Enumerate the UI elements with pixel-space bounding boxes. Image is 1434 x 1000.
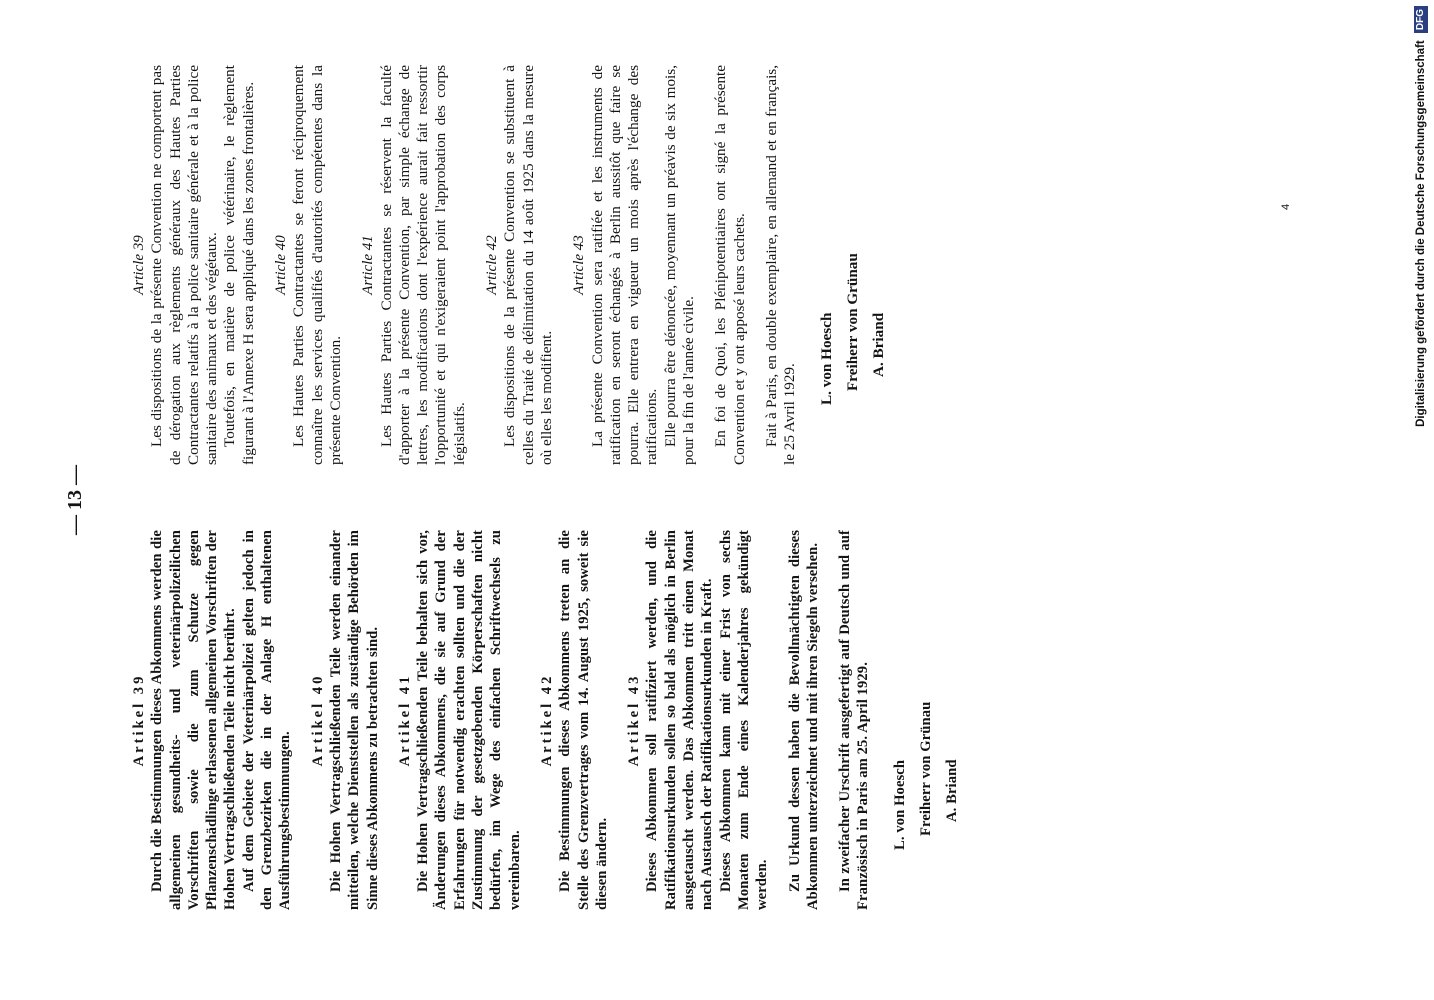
article-heading: Artikel 41 bbox=[396, 673, 413, 767]
paragraph: Les Hautes Parties Contractantes se feront réciproquement connaître les services qualifiés d'autorités compétentes dans la présente Convention. bbox=[290, 65, 344, 465]
german-article-41 bbox=[396, 530, 524, 910]
french-article-40 bbox=[272, 65, 345, 465]
signature-name: L. von Hoesch bbox=[817, 312, 835, 405]
german-article-39 bbox=[130, 530, 295, 910]
signature-name: Freiherr von Grünau bbox=[843, 253, 861, 391]
article-heading: Artikel 42 bbox=[538, 673, 555, 767]
signature-name: Freiherr von Grünau bbox=[917, 701, 934, 836]
article-heading: Article 39 bbox=[131, 235, 147, 295]
paragraph: Dieses Abkommen soll ratifiziert werden, und die Ratifikationsurkunden sollen so bald als möglich in Berlin ausgetauscht werden. Das Abkommen tritt einen Monat nach Austausch der Ratifikationsurkunden in Kraft. bbox=[644, 530, 716, 910]
german-article-40 bbox=[309, 530, 382, 910]
german-signatures bbox=[887, 530, 965, 850]
article-heading: Artikel 39 bbox=[131, 673, 147, 767]
digitization-note bbox=[1410, 6, 1432, 996]
german-article-42 bbox=[538, 530, 611, 910]
dfg-logo: DFG bbox=[1414, 6, 1428, 33]
paragraph: Auf dem Gebiete der Veterinärpolizei gelten jedoch in den Grenzbezirken die in der Anlage H enthaltenen Ausführungsbestimmungen. bbox=[240, 530, 294, 910]
article-heading: Article 43 bbox=[571, 235, 588, 295]
signature-name: A. Briand bbox=[943, 759, 960, 822]
paragraph: Zu Urkund dessen haben die Bevollmächtigten dieses Abkommen unterzeichnet und mit ihren Siegeln versehen. bbox=[786, 530, 821, 910]
paragraph: Les Hautes Parties Contractantes se réservent la faculté d'apporter à la présente Convention, par simple échange de lettres, les modifications dont l'expérience aurait fait ressortir l'opportunité et qui n'exigeraient point l'approbation des corps législatifs. bbox=[377, 65, 468, 465]
french-article-42 bbox=[483, 65, 556, 465]
french-column bbox=[130, 65, 892, 465]
paragraph: Les dispositions de la présente Convention se substituent à celles du Traité de délimitation du 14 août 1925 dans la mesure où elles les modifient. bbox=[501, 65, 555, 465]
french-article-41 bbox=[359, 65, 469, 465]
signature-name: L. von Hoesch bbox=[891, 759, 908, 850]
paragraph: Toutefois, en matière de police vétérinaire, le règlement figurant à l'Annexe H sera appliqué dans les zones frontalières. bbox=[221, 65, 257, 465]
french-article-39 bbox=[130, 65, 258, 465]
digitization-text: Digitalisierung gefördert durch die Deutsche Forschungsgemeinschaft bbox=[1415, 40, 1427, 427]
paragraph: In zweifacher Urschrift ausgefertigt auf Deutsch und auf Französisch in Paris am 25. April 1929. bbox=[837, 530, 872, 910]
article-heading: Article 42 bbox=[484, 235, 501, 295]
paragraph: Die Hohen Vertragschließenden Teile werden einander mitteilen, welche Dienststellen als zuständige Behörden im Sinne dieses Abkommens zu betrachten sind. bbox=[327, 530, 381, 910]
paragraph: Die Hohen Vertragschließenden Teile behalten sich vor, Änderungen dieses Abkommens, die sie auf Grund der Erfahrungen für notwendig erachten sollten und die der Zustimmung der gesetzgebenden Körperschaften nicht bedürfen, im Wege des einfachen Schriftwechsels zu vereinbaren. bbox=[415, 530, 523, 910]
paragraph: En foi de Quoi, les Plénipotentiaires ont signé la présente Convention et y ont apposé leurs cachets. bbox=[712, 65, 748, 465]
paragraph: La présente Convention sera ratifiée et les instruments de ratification en seront échangés à Berlin aussitôt que faire se pourra. Elle entrera en vigueur un mois après l'échange des ratifications. bbox=[588, 65, 661, 465]
paragraph: Les dispositions de la présente Convention ne comportent pas de dérogation aux règlements généraux des Hautes Parties Contractantes relatifs à la police sanitaire générale et à la police sanitaire des animaux et des végétaux. bbox=[148, 65, 221, 465]
french-article-43 bbox=[570, 65, 799, 465]
signature-name: A. Briand bbox=[869, 312, 887, 377]
paragraph: Fait à Paris, en double exemplaire, en allemand et en français, le 25 Avril 1929. bbox=[762, 65, 799, 465]
paragraph: Durch die Bestimmungen dieses Abkommens werden die allgemeinen gesundheits- und veterinärpolizeilichen Vorschriften sowie die zum Schutze gegen Pflanzenschädlinge erlassenen allgemeinen Vorschriften der Hohen Vertragschließenden Teile nicht berührt. bbox=[149, 530, 239, 910]
german-column bbox=[130, 530, 965, 910]
article-heading: Artikel 40 bbox=[309, 673, 326, 767]
margin-mark: 4 bbox=[1280, 203, 1292, 210]
paragraph: Die Bestimmungen dieses Abkommens treten an die Stelle des Grenzvertrages vom 14. August 1925, soweit sie diesen ändern. bbox=[557, 530, 610, 910]
german-article-43 bbox=[625, 530, 873, 910]
article-heading: Article 41 bbox=[360, 235, 377, 295]
article-heading: Article 40 bbox=[273, 235, 290, 295]
article-heading: Artikel 43 bbox=[626, 673, 643, 767]
paragraph: Dieses Abkommen kann mit einer Frist von sechs Monaten zum Ende eines Kalenderjahres gekündigt werden. bbox=[717, 530, 771, 910]
paragraph: Elle pourra être dénoncée, moyennant un préavis de six mois, pour la fin de l'année civile. bbox=[661, 65, 698, 465]
page-number: — 13 — bbox=[64, 465, 86, 535]
french-signatures bbox=[814, 65, 892, 405]
